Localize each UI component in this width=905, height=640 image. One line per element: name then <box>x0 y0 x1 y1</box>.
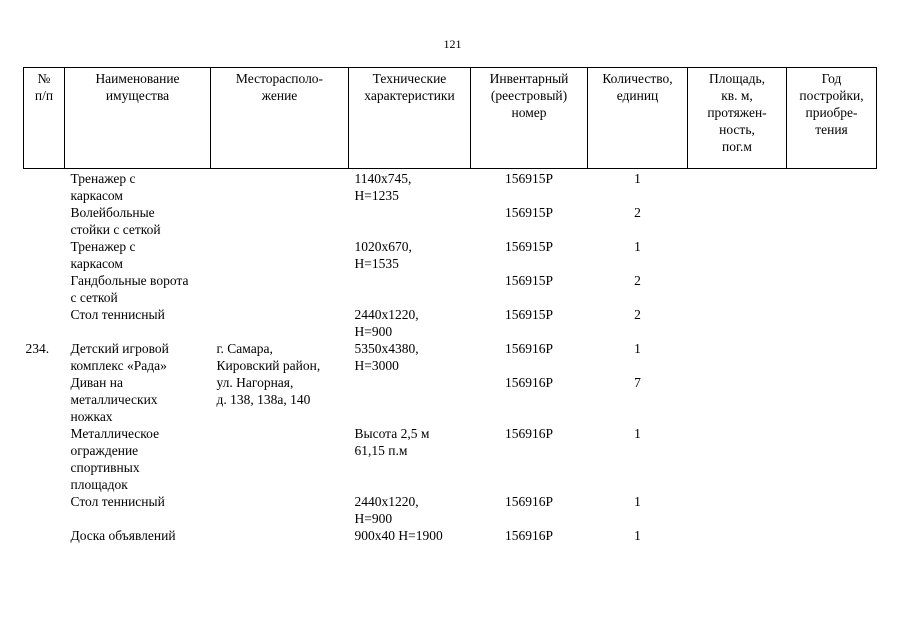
header-name-text: Наименование имущества <box>95 71 180 103</box>
cell-inventory: 156916Р <box>504 341 553 356</box>
cell-inventory: 156916Р <box>504 426 553 441</box>
cell-location <box>211 493 349 527</box>
header-area <box>688 68 787 169</box>
cell-tech: 900х40 H=1900 <box>354 528 443 543</box>
cell-year <box>787 493 877 527</box>
cell-location <box>211 306 349 340</box>
cell-area <box>688 425 787 493</box>
cell-inventory: 156915Р <box>504 171 553 186</box>
table-row <box>24 374 877 425</box>
page-number: 121 <box>443 37 462 51</box>
cell-area <box>688 204 787 238</box>
cell-num: 234. <box>25 341 50 356</box>
header-num <box>24 68 65 169</box>
cell-inventory: 156915Р <box>504 307 553 322</box>
table-row <box>24 425 877 493</box>
cell-tech <box>349 204 471 238</box>
header-quantity-text: Количество, единиц <box>602 71 673 103</box>
cell-name: Диван на металлических ножках <box>70 375 158 424</box>
cell-area <box>688 238 787 272</box>
cell-location <box>211 272 349 306</box>
cell-location: г. Самара, Кировский район, <box>216 341 321 373</box>
header-inventory-text: Инвентарный (реестровый) номер <box>489 71 569 120</box>
cell-name: Тренажер с каркасом <box>70 171 136 203</box>
cell-tech <box>349 272 471 306</box>
cell-name: Гандбольные ворота с сеткой <box>70 273 189 305</box>
cell-year <box>787 527 877 544</box>
cell-quantity: 1 <box>634 494 641 509</box>
cell-year <box>787 204 877 238</box>
cell-area <box>688 340 787 374</box>
cell-name: Тренажер с каркасом <box>70 239 136 271</box>
cell-num <box>24 527 65 544</box>
cell-tech: 1140х745, H=1235 <box>354 171 412 203</box>
cell-tech <box>349 374 471 425</box>
cell-area <box>688 374 787 425</box>
table-row <box>24 272 877 306</box>
cell-area <box>688 527 787 544</box>
cell-tech: 2440х1220, H=900 <box>354 494 419 526</box>
cell-quantity: 1 <box>634 341 641 356</box>
cell-inventory: 156915Р <box>504 273 553 288</box>
table-header <box>24 68 877 169</box>
header-row <box>24 68 877 169</box>
cell-quantity: 2 <box>634 273 641 288</box>
cell-location <box>211 425 349 493</box>
cell-quantity: 2 <box>634 307 641 322</box>
header-name <box>65 68 211 169</box>
cell-year <box>787 425 877 493</box>
cell-name: Доска объявлений <box>70 528 176 543</box>
cell-num <box>24 272 65 306</box>
cell-year <box>787 374 877 425</box>
header-area-text: Площадь, кв. м, протяжен- ность, пог.м <box>707 71 767 154</box>
cell-year <box>787 169 877 205</box>
cell-year <box>787 272 877 306</box>
cell-name: Металлическое ограждение спортивных площадок <box>70 426 160 492</box>
cell-tech: 5350х4380, H=3000 <box>354 341 419 373</box>
header-quantity <box>588 68 688 169</box>
cell-inventory: 156915Р <box>504 205 553 220</box>
header-inventory <box>471 68 588 169</box>
cell-quantity: 7 <box>634 375 641 390</box>
cell-num <box>24 169 65 205</box>
cell-area <box>688 272 787 306</box>
header-location <box>211 68 349 169</box>
cell-quantity: 2 <box>634 205 641 220</box>
cell-area <box>688 306 787 340</box>
cell-location: ул. Нагорная, д. 138, 138а, 140 <box>216 375 311 407</box>
cell-location <box>211 238 349 272</box>
cell-year <box>787 340 877 374</box>
cell-year <box>787 238 877 272</box>
cell-tech: 1020х670, H=1535 <box>354 239 412 271</box>
inventory-table <box>23 67 877 544</box>
cell-year <box>787 306 877 340</box>
table-row <box>24 527 877 544</box>
header-year-text: Год постройки, приобре- тения <box>799 71 864 137</box>
header-location-text: Месторасполо- жение <box>235 71 324 103</box>
cell-area <box>688 169 787 205</box>
cell-num <box>24 425 65 493</box>
cell-num <box>24 374 65 425</box>
cell-area <box>688 493 787 527</box>
header-tech-text: Технические характеристики <box>364 71 455 103</box>
header-year <box>787 68 877 169</box>
table-row <box>24 306 877 340</box>
table-row <box>24 238 877 272</box>
table-body <box>24 169 877 545</box>
cell-quantity: 1 <box>634 171 641 186</box>
cell-quantity: 1 <box>634 528 641 543</box>
cell-inventory: 156915Р <box>504 239 553 254</box>
cell-quantity: 1 <box>634 426 641 441</box>
cell-num <box>24 306 65 340</box>
table-row <box>24 169 877 205</box>
cell-location <box>211 527 349 544</box>
cell-name: Стол теннисный <box>70 307 165 322</box>
cell-name: Детский игровой комплекс «Рада» <box>70 341 169 373</box>
table-row <box>24 204 877 238</box>
header-tech <box>349 68 471 169</box>
cell-num <box>24 493 65 527</box>
table-row <box>24 340 877 374</box>
header-num-text: № п/п <box>34 71 54 103</box>
cell-inventory: 156916Р <box>504 494 553 509</box>
cell-inventory: 156916Р <box>504 528 553 543</box>
cell-name: Стол теннисный <box>70 494 165 509</box>
cell-num <box>24 204 65 238</box>
cell-num <box>24 238 65 272</box>
cell-tech: Высота 2,5 м 61,15 п.м <box>354 426 430 458</box>
table-row <box>24 493 877 527</box>
cell-quantity: 1 <box>634 239 641 254</box>
cell-location <box>211 204 349 238</box>
cell-inventory: 156916Р <box>504 375 553 390</box>
cell-location <box>211 169 349 205</box>
cell-tech: 2440х1220, H=900 <box>354 307 419 339</box>
cell-name: Волейбольные стойки с сеткой <box>70 205 161 237</box>
